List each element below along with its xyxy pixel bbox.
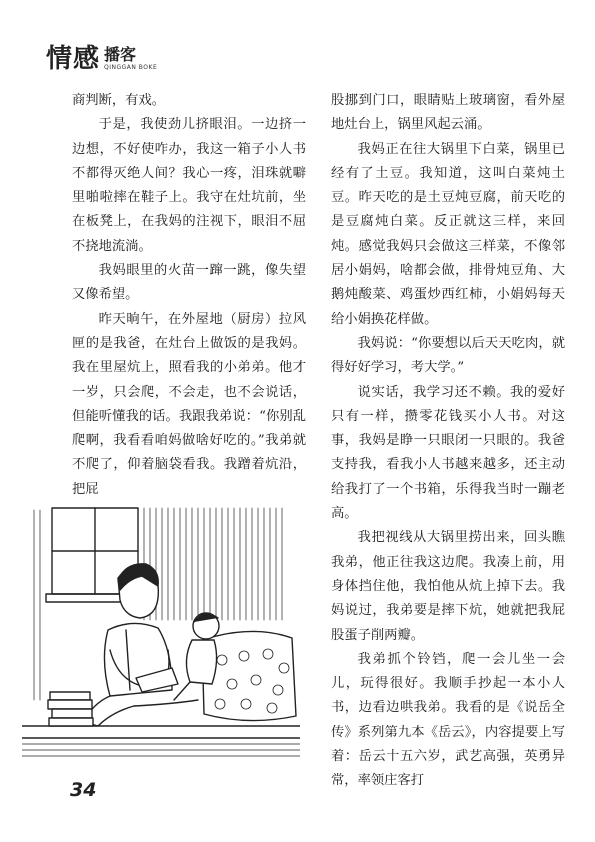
right-text-column xyxy=(331,89,565,794)
left-text-column xyxy=(72,89,306,502)
paragraph: 昨天晌午，在外屋地（厨房）拉风匣的是我爸，在灶台上做饭的是我妈。我在里屋炕上，照看我的小弟弟。他才一岁，只会爬，不会走，也不会说话，但能听懂我的话。我跟我弟说：“你别乱爬啊，我看看咱妈做啥好吃的。”我弟就不爬了，仰着脑袋看我。我蹭着炕沿，把屁 xyxy=(72,311,306,497)
paragraph: 股挪到门口，眼睛贴上玻璃窗，看外屋地灶台上，锅里风起云涌。 xyxy=(331,93,565,133)
boy-reading-illustration xyxy=(22,500,300,762)
paragraph: 说实话，我学习还不赖。我的爱好只有一样，攒零花钱买小人书。对这事，我妈是睁一只眼闭一只眼的。我爸支持我，看我小人书越来越多，还主动给我打了一个书箱，乐得我当时一蹦老高。 xyxy=(331,384,565,522)
paragraph: 商判断，有戏。 xyxy=(72,93,166,108)
page-number: 34 xyxy=(70,779,97,801)
paragraph: 我妈眼里的火苗一蹿一跳，像失望又像希望。 xyxy=(72,263,306,303)
masthead-title: 情感 xyxy=(46,44,101,74)
paragraph: 我弟抓个铃铛，爬一会儿坐一会儿，玩得很好。我顺手抄起一本小人书，边看边哄我弟。我看的是《说岳全传》系列第九本《岳云》，内容提要上写着：岳云十五六岁，武艺高强，英勇异常，率领庄客打 xyxy=(331,651,565,789)
paragraph: 我妈正在往大锅里下白菜，锅里已经有了土豆。我知道，这叫白菜炖土豆。昨天吃的是土豆炖豆腐，前天吃的是豆腐炖白菜。反正就这三样，来回炖。感觉我妈只会做这三样菜，不像邻居小娟妈，啥都会做，排骨炖豆角、大鹅炖酸菜、鸡蛋炒西红柿，小娟妈每天给小娟换花样做。 xyxy=(331,141,565,327)
masthead-pinyin: QINGGAN BOKE xyxy=(104,64,158,71)
masthead-subtitle: 播客 xyxy=(104,45,137,64)
paragraph: 我妈说：“你要想以后天天吃肉，就得好好学习，考大学。” xyxy=(331,335,565,376)
story-illustration xyxy=(22,500,300,762)
paragraph: 于是，我使劲儿挤眼泪。一边挤一边想，不好使咋办，我这一箱子小人书不都得灭绝人间？我心一疼，泪珠就噼里啪啦摔在鞋子上。我守在灶坑前，坐在板凳上，在我妈的注视下，眼泪不屈不挠地流淌。 xyxy=(72,117,306,254)
paragraph: 我把视线从大锅里捞出来，回头瞧我弟，他正往我这边爬。我凑上前，用身体挡住他，我怕他从炕上掉下去。我妈说过，我弟要是摔下炕，她就把我屁股蛋子削两瓣。 xyxy=(331,530,565,643)
magazine-masthead xyxy=(46,38,176,82)
